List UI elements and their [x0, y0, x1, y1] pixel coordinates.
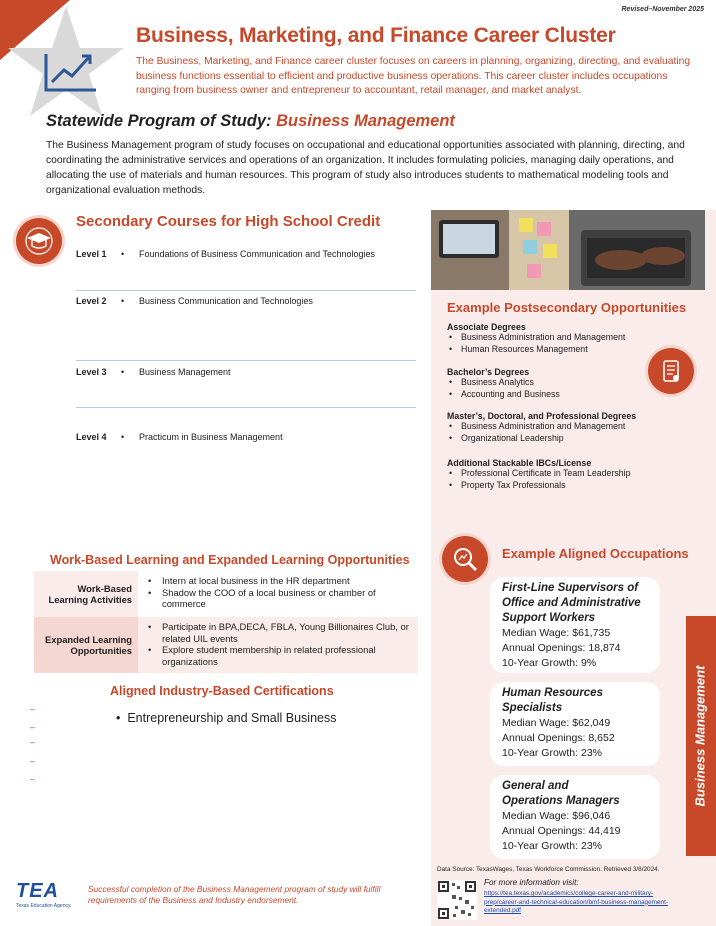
occupation-name: General and: [502, 780, 569, 792]
degree-group: [447, 411, 687, 445]
degree-group: [447, 458, 687, 492]
annual-openings: Annual Openings: 8,652: [502, 732, 615, 744]
wbl-content: [138, 617, 418, 673]
wbl-label-line: Opportunities: [70, 645, 132, 656]
program-heading-name: Business Management: [276, 112, 455, 130]
ibc-item-text: Entrepreneurship and Small Business: [127, 711, 337, 725]
wbl-row: [34, 617, 418, 673]
dash-mark: –: [30, 704, 36, 714]
annual-openings: Annual Openings: 44,419: [502, 825, 621, 837]
degree-item: • Human Resources Management: [447, 344, 647, 356]
annual-openings: Annual Openings: 18,874: [502, 642, 621, 654]
program-heading: [46, 112, 455, 131]
wbl-item: • Intern at local business in the HR department: [146, 575, 412, 587]
occupation-name: First-Line Supervisors of: [502, 582, 639, 594]
diploma-scroll-icon: [648, 348, 694, 394]
graduation-cap-icon: [16, 218, 62, 264]
course-name: Business Management: [139, 367, 231, 377]
qr-code-icon[interactable]: [437, 880, 477, 920]
level-row: Level 3 • Business Management: [76, 367, 231, 377]
degree-item: • Organizational Leadership: [447, 433, 687, 445]
degree-group: [447, 322, 647, 356]
ten-year-growth: 10-Year Growth: 23%: [502, 747, 603, 759]
magnifier-chart-icon: [442, 536, 488, 582]
dash-mark: –: [30, 774, 36, 784]
degree-item: • Business Administration and Management: [447, 421, 687, 433]
occupation-name: Human Resources: [502, 687, 603, 699]
ibc-title: Aligned Industry-Based Certifications: [110, 684, 334, 698]
divider: [76, 407, 416, 408]
degree-item: • Business Administration and Management: [447, 332, 647, 344]
wbl-content: [138, 571, 418, 617]
wbl-row: [34, 571, 418, 617]
ten-year-growth: 10-Year Growth: 9%: [502, 657, 597, 669]
wbl-label-line: Expanded Learning: [45, 634, 132, 645]
divider: [76, 290, 416, 291]
wbl-label: [34, 617, 138, 673]
level-label: Level 2: [76, 296, 107, 306]
degree-item: • Professional Certificate in Team Leadership: [447, 468, 687, 480]
median-wage: Median Wage: $62,049: [502, 717, 611, 729]
wbl-label-line: Work-Based: [77, 583, 132, 594]
page-title: Business, Marketing, and Finance Career Cluster: [136, 24, 616, 47]
ten-year-growth: 10-Year Growth: 23%: [502, 840, 603, 852]
degree-heading: Additional Stackable IBCs/License: [447, 458, 592, 468]
occupation-name: Office and Administrative: [502, 597, 641, 609]
cluster-star-emblem: [0, 0, 128, 118]
endorsement-note: Successful completion of the Business Management program of study will fulfill requirements of the Business and Industry endorsement.: [88, 884, 381, 905]
median-wage: Median Wage: $96,046: [502, 810, 611, 822]
occupation-name: Specialists: [502, 702, 563, 714]
level-row: Level 4 • Practicum in Business Management: [76, 432, 283, 442]
tea-logo: [16, 880, 76, 909]
wbl-label-line: Learning Activities: [48, 594, 132, 605]
level-label: Level 4: [76, 432, 107, 442]
secondary-courses-title: Secondary Courses for High School Credit: [76, 213, 381, 230]
occupation-card: [490, 577, 660, 673]
level-row: Level 2 • Business Communication and Technologies: [76, 296, 313, 306]
program-heading-prefix: Statewide Program of Study:: [46, 112, 277, 130]
dash-mark: –: [30, 756, 36, 766]
revised-date: Revised–November 2025: [621, 6, 704, 13]
tea-logo-word: TEA: [16, 880, 59, 902]
degree-item: • Property Tax Professionals: [447, 480, 687, 492]
degree-heading: Master’s, Doctoral, and Professional Degrees: [447, 411, 637, 421]
degree-heading: Bachelor’s Degrees: [447, 367, 530, 377]
degree-heading: Associate Degrees: [447, 322, 526, 332]
occupations-title: Example Aligned Occupations: [502, 546, 689, 561]
dash-mark: –: [30, 722, 36, 732]
median-wage: Median Wage: $61,735: [502, 627, 611, 639]
more-info-link[interactable]: https://tea.texas.gov/academics/college-career-and-military-prep/career-and-technical-education/bmf-business-management-extended.pdf: [484, 890, 669, 915]
wbl-label: [34, 571, 138, 617]
course-name: Practicum in Business Management: [139, 432, 283, 442]
wbl-title: Work-Based Learning and Expanded Learning Opportunities: [50, 553, 410, 567]
course-name: Business Communication and Technologies: [139, 296, 313, 306]
program-description: The Business Management program of study focuses on occupational and educational opportunities associated with planning, directing, and coordinating the administrative services and operations of an organization. It includes formulating policies, managing daily operations, and allocating the use of materials and human resources. This program of study also introduces students to mathematical modeling tools and organizational evaluation methods.: [46, 140, 685, 196]
level-label: Level 3: [76, 367, 107, 377]
data-source: Data Source: TexasWages, Texas Workforce Commission. Retrieved 3/8/2024.: [437, 866, 660, 873]
degree-item: • Accounting and Business: [447, 389, 647, 401]
divider: [76, 360, 416, 361]
level-label: Level 1: [76, 249, 107, 259]
occupation-name: Operations Managers: [502, 795, 620, 807]
office-desk-photo: [431, 210, 705, 290]
postsecondary-title: Example Postsecondary Opportunities: [447, 300, 687, 315]
dash-mark: –: [30, 737, 36, 747]
occupation-card: [490, 775, 660, 859]
ibc-item: • Entrepreneurship and Small Business: [116, 711, 337, 725]
level-row: Level 1 • Foundations of Business Communication and Technologies: [76, 249, 375, 259]
course-name: Foundations of Business Communication and Technologies: [139, 249, 375, 259]
occupation-name: Support Workers: [502, 612, 596, 624]
wbl-item: • Participate in BPA,DECA, FBLA, Young Billionaires Club, or related UIL events: [146, 621, 412, 644]
more-info-label: For more information visit:: [484, 878, 579, 887]
degree-item: • Business Analytics: [447, 377, 647, 389]
program-side-label: Business Management: [692, 665, 708, 807]
wbl-item: • Shadow the COO of a local business or chamber of commerce: [146, 587, 412, 610]
tea-logo-subtitle: Texas Education Agency: [16, 903, 71, 909]
wbl-item: • Explore student membership in related professional organizations: [146, 644, 412, 667]
cluster-intro: The Business, Marketing, and Finance career cluster focuses on careers in planning, organizing, directing, and evaluating business functions essential to efficient and productive business operations. This career cluster includes occupations ranging from business owner and entrepreneur to accountant, retail manager, and market analyst.: [136, 56, 691, 96]
degree-group: [447, 367, 647, 401]
occupation-card: [490, 682, 660, 766]
